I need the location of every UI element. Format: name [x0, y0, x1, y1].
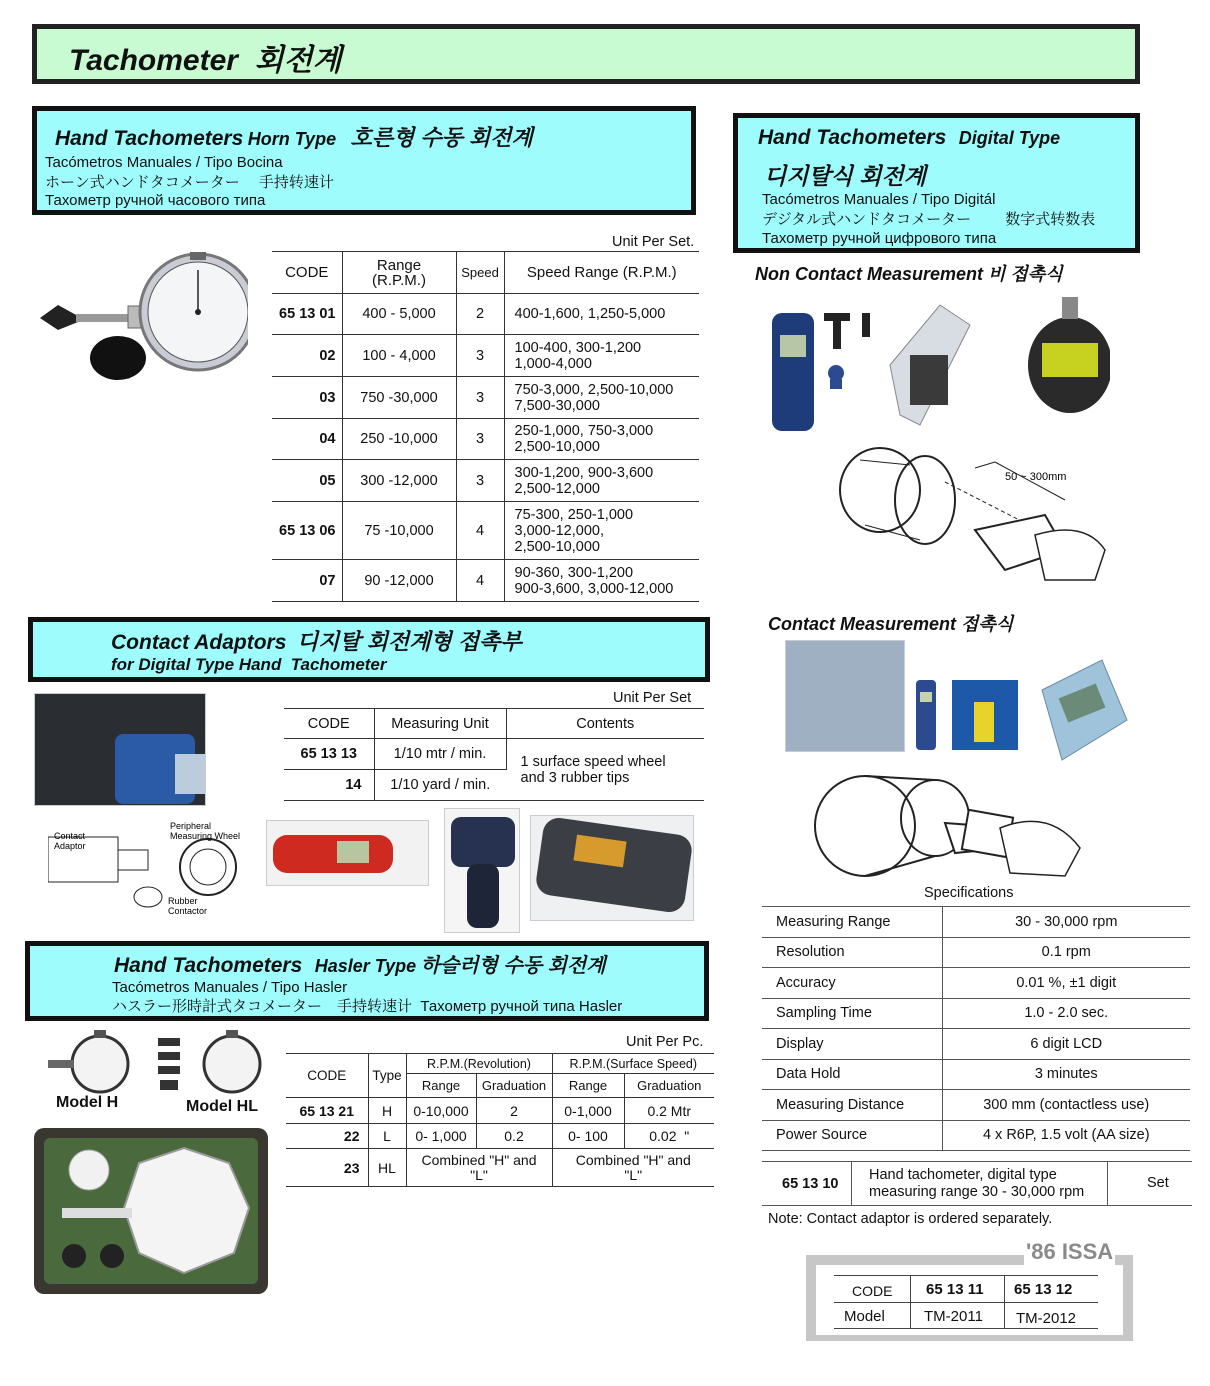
- horn-row: 65 13 01 400 - 5,000 2 400-1,600, 1,250-5,000: [272, 294, 699, 335]
- adaptor-banner: [28, 617, 710, 682]
- adaptor-contents: 1 surface speed wheel and 3 rubber tips: [506, 739, 704, 801]
- horn-h-speed: Speed: [456, 252, 504, 294]
- contact-heading: Contact Measurement 접촉식: [768, 614, 1014, 634]
- adaptor-title: Contact Adaptors: [111, 631, 287, 654]
- non-contact-diagram: [835, 440, 1115, 590]
- hasler-type-banner: [25, 941, 709, 1021]
- adaptor-row: 65 13 13 1/10 mtr / min. 1 surface speed wheel and 3 rubber tips: [284, 739, 704, 770]
- page-title-banner: [32, 24, 1140, 84]
- horn-row: 04 250 -10,000 3 250-1,000, 750-3,000 2,500-10,000: [272, 419, 699, 460]
- horn-row: 02 100 - 4,000 3 100-400, 300-1,200 1,000-4,000: [272, 335, 699, 377]
- spec-row: Power Source 4 x R6P, 1.5 volt (AA size): [762, 1120, 1190, 1151]
- issa-stamp: '86 ISSA: [1026, 1239, 1114, 1264]
- horn-row: 07 90 -12,000 4 90-360, 300-1,200 900-3,600, 3,000-12,000: [272, 560, 699, 602]
- horn-type-banner: [32, 106, 696, 215]
- adaptor-unit: Unit Per Set: [613, 690, 692, 706]
- digital-order-unit: Set: [1147, 1175, 1169, 1191]
- issa-model-label: Model: [844, 1308, 885, 1325]
- horn-es: Tacómetros Manuales / Tipo Bocina: [45, 154, 283, 171]
- issa-box: [806, 1239, 1133, 1341]
- hasler-row: 65 13 21 H 0-10,000 2 0-1,000 0.2 Mtr: [286, 1098, 714, 1124]
- distance-label: 50 ~ 300mm: [1005, 471, 1067, 483]
- label-rubber: Rubber: [168, 896, 198, 906]
- red-tachometer-image: [266, 820, 429, 886]
- hasler-title: Hand Tachometers: [114, 954, 303, 977]
- hasler-es: Tacómetros Manuales / Tipo Hasler: [112, 979, 348, 996]
- svg-text:Adaptor: Adaptor: [54, 841, 86, 851]
- horn-unit: Unit Per Set.: [612, 234, 695, 250]
- spec-row: Measuring Distance 300 mm (contactless use): [762, 1090, 1190, 1121]
- digital-note: Note: Contact adaptor is ordered separately.: [768, 1211, 1053, 1227]
- horn-row: 03 750 -30,000 3 750-3,000, 2,500-10,000 7,500-30,000: [272, 377, 699, 419]
- spec-title: Specifications: [924, 885, 1014, 901]
- contact-devices-image: [912, 650, 1132, 765]
- horn-h-code: CODE: [272, 252, 342, 294]
- laser-gun-image: [444, 808, 520, 933]
- contact-measurement-photo: [785, 640, 905, 752]
- digital-jp: デジタル式ハンドタコメーター 数字式转数表: [762, 211, 1096, 228]
- digital-title-kr: 디지탈식 회전계: [764, 163, 926, 189]
- model-h-image: [38, 1030, 138, 1096]
- issa-h-1: 65 13 11: [926, 1281, 984, 1298]
- horn-h-speedrange: Speed Range (R.P.M.): [504, 252, 699, 294]
- non-contact-devices-image: [770, 295, 1110, 440]
- horn-jp: ホーン式ハンドタコメーター 手持转速计: [45, 174, 334, 191]
- digital-order-row: [762, 1161, 1192, 1206]
- digital-order-desc: Hand tachometer, digital type measuring range 30 - 30,000 rpm: [869, 1167, 1085, 1200]
- hasler-case-image: [34, 1128, 268, 1294]
- spec-row: Measuring Range 30 - 30,000 rpm: [762, 907, 1190, 938]
- svg-text:Contactor: Contactor: [168, 906, 208, 916]
- adaptor-row: 14 1/10 yard / min.: [284, 770, 704, 801]
- horn-title-type: Horn Type: [247, 129, 337, 149]
- horn-ru: Тахометр ручной часового типа: [45, 192, 266, 209]
- horn-tachometer-image: [38, 250, 248, 385]
- digital-order-code: 65 13 10: [782, 1176, 839, 1192]
- adaptor-sub: for Digital Type Hand Tachometer: [111, 655, 387, 674]
- page-title: Tachometer 회전계: [69, 44, 342, 77]
- hasler-row: 23 HL Combined "H" and "L" Combined "H" and "L": [286, 1149, 714, 1187]
- contact-diagram: [805, 768, 1085, 883]
- horn-row: 65 13 06 75 -10,000 4 75-300, 250-1,000 3,000-12,000, 2,500-10,000: [272, 502, 699, 560]
- digital-type-banner: [733, 113, 1140, 253]
- horn-row: 05 300 -12,000 3 300-1,200, 900-3,600 2,500-12,000: [272, 460, 699, 502]
- spec-row: Accuracy 0.01 %, ±1 digit: [762, 968, 1190, 999]
- horn-table: [272, 251, 699, 602]
- hasler-row: 22 L 0- 1,000 0.2 0- 100 0.02 ": [286, 1124, 714, 1149]
- label-wheel: Peripheral: [170, 821, 212, 831]
- issa-h-2: 65 13 12: [1014, 1281, 1073, 1298]
- horn-title-kr: 호른형 수동 회전계: [350, 125, 533, 150]
- spec-table: [762, 906, 1190, 1151]
- hasler-unit: Unit Per Pc.: [626, 1034, 704, 1050]
- digital-title: Hand Tachometers: [758, 126, 947, 149]
- adaptor-laser-photo: [34, 693, 206, 806]
- digital-es: Tacómetros Manuales / Tipo Digitál: [762, 191, 996, 208]
- hasler-title-type: Hasler Type: [314, 956, 417, 976]
- spec-row: Data Hold 3 minutes: [762, 1059, 1190, 1090]
- hasler-jp: ハスラー形時計式タコメーター 手持转速计 Тахометр ручной типа Hasler: [112, 998, 623, 1015]
- adaptor-table: CODE Measuring Unit Contents 65 13 13 1/10 mtr / min. 1 surface speed wheel and 3 rubber tips 14 1/10 yard / min.: [284, 708, 704, 801]
- non-contact-heading: Non Contact Measurement 비 접촉식: [755, 264, 1063, 284]
- model-h-label: Model H: [56, 1094, 119, 1111]
- orange-tachometer-image: [530, 815, 694, 921]
- svg-text:Measuring Wheel: Measuring Wheel: [170, 831, 241, 841]
- hasler-table: CODE Type R.P.M.(Revolution) R.P.M.(Surface Speed) Range Graduation Range Graduation 65 13 21 H 0-10,000 2 0-1,000 0.2 Mtr 22 L 0- 1,000 0.2 0- 100 0.02 " 23 HL Combined "H" and "L" Combined "H" and "L": [286, 1053, 714, 1187]
- adaptor-title-kr: 디지탈 회전계형 접촉부: [296, 629, 522, 654]
- issa-model-1: TM-2011: [924, 1308, 983, 1325]
- digital-ru: Тахометр ручной цифрового типа: [762, 230, 997, 247]
- horn-h-range: Range (R.P.M.): [342, 252, 456, 294]
- digital-title-type: Digital Type: [958, 128, 1061, 148]
- model-hl-label: Model HL: [186, 1098, 258, 1115]
- model-hl-image: [150, 1030, 265, 1098]
- issa-h-code: CODE: [852, 1283, 893, 1299]
- spec-row: Display 6 digit LCD: [762, 1029, 1190, 1060]
- label-contact-adaptor: Contact: [54, 831, 86, 841]
- hasler-title-kr: 하슬러형 수동 회전계: [420, 955, 606, 977]
- issa-model-2: TM-2012: [1016, 1310, 1077, 1327]
- spec-row: Sampling Time 1.0 - 2.0 sec.: [762, 998, 1190, 1029]
- spec-row: Resolution 0.1 rpm: [762, 937, 1190, 968]
- adaptor-diagram: [48, 815, 258, 920]
- horn-title: Hand Tachometers: [55, 127, 244, 150]
